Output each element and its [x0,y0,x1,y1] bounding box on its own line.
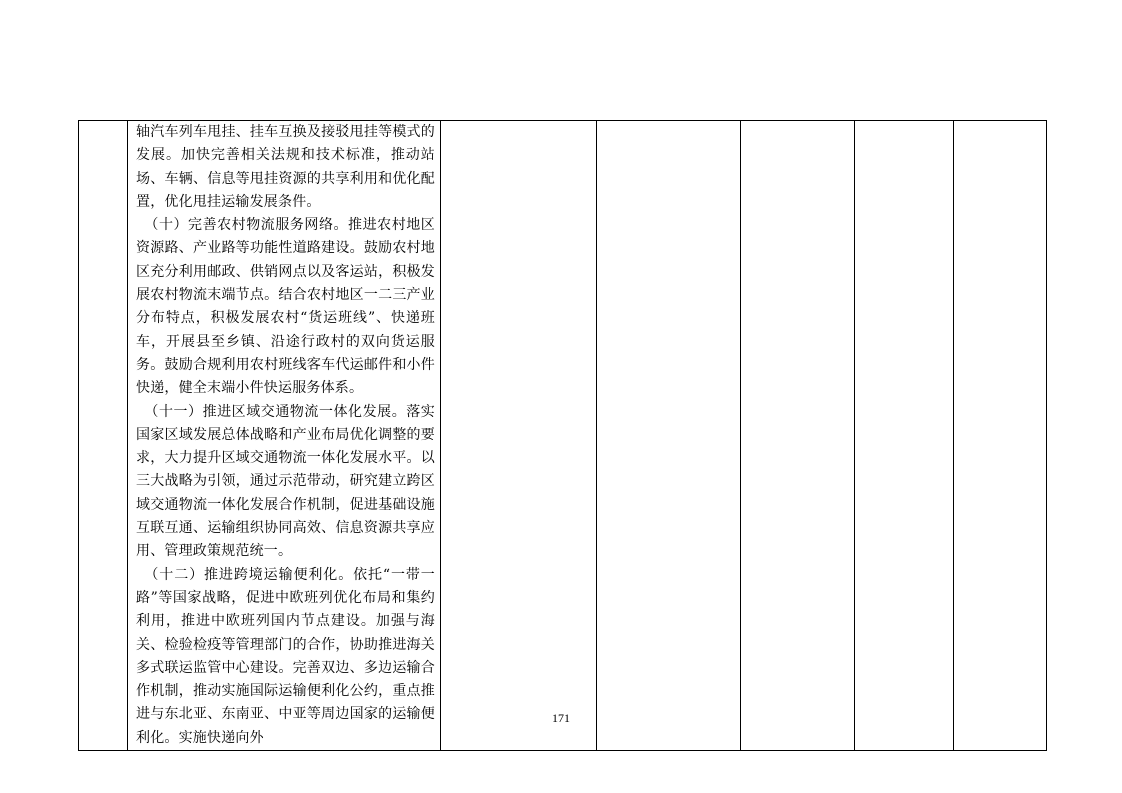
table-cell-index [79,121,128,751]
page-number: 171 [552,711,570,725]
content-text-block [136,121,435,750]
table-cell-empty [597,121,741,751]
document-table [78,120,1047,751]
table-cell-empty [954,121,1047,751]
table-cell-empty [741,121,855,751]
paragraph-3: （十一）推进区域交通物流一体化发展。落实国家区域发展总体战略和产业布局优化调整的要求，大力提升区域交通物流一体化发展水平。以三大战略为引领，通过示范带动，研究建立跨区域交通物流一体化发展合作机制，促进基础设施互联互通、运输组织协同高效、信息资源共享应用、管理政策规范统一。 [136,403,435,560]
paragraph-2: （十）完善农村物流服务网络。推进农村地区资源路、产业路等功能性道路建设。鼓励农村地区充分利用邮政、供销网点以及客运站，积极发展农村物流末端节点。结合农村地区一二三产业分布特点，积极发展农村“货运班线”、快递班车，开展县至乡镇、沿途行政村的双向货运服务。鼓励合规利用农村班线客车代运邮件和小件快递，健全末端小件快运服务体系。 [136,217,435,397]
paragraph-1: 轴汽车列车甩挂、挂车互换及接驳甩挂等模式的发展。加快完善相关法规和技术标准，推动站场、车辆、信息等甩挂资源的共享利用和优化配置，优化甩挂运输发展条件。 [136,124,435,210]
table-cell-content [128,121,441,751]
table-row [79,121,1047,751]
table-cell-empty [441,121,597,751]
table-cell-empty [855,121,954,751]
paragraph-4: （十二）推进跨境运输便利化。依托“一带一路”等国家战略，促进中欧班列优化布局和集约利用，推进中欧班列国内节点建设。加强与海关、检验检疫等管理部门的合作，协助推进海关多式联运监管中心建设。完善双边、多边运输合作机制，推动实施国际运输便利化公约，重点推进与东北亚、东南亚、中亚等周边国家的运输便利化。实施快递向外 [136,566,435,746]
